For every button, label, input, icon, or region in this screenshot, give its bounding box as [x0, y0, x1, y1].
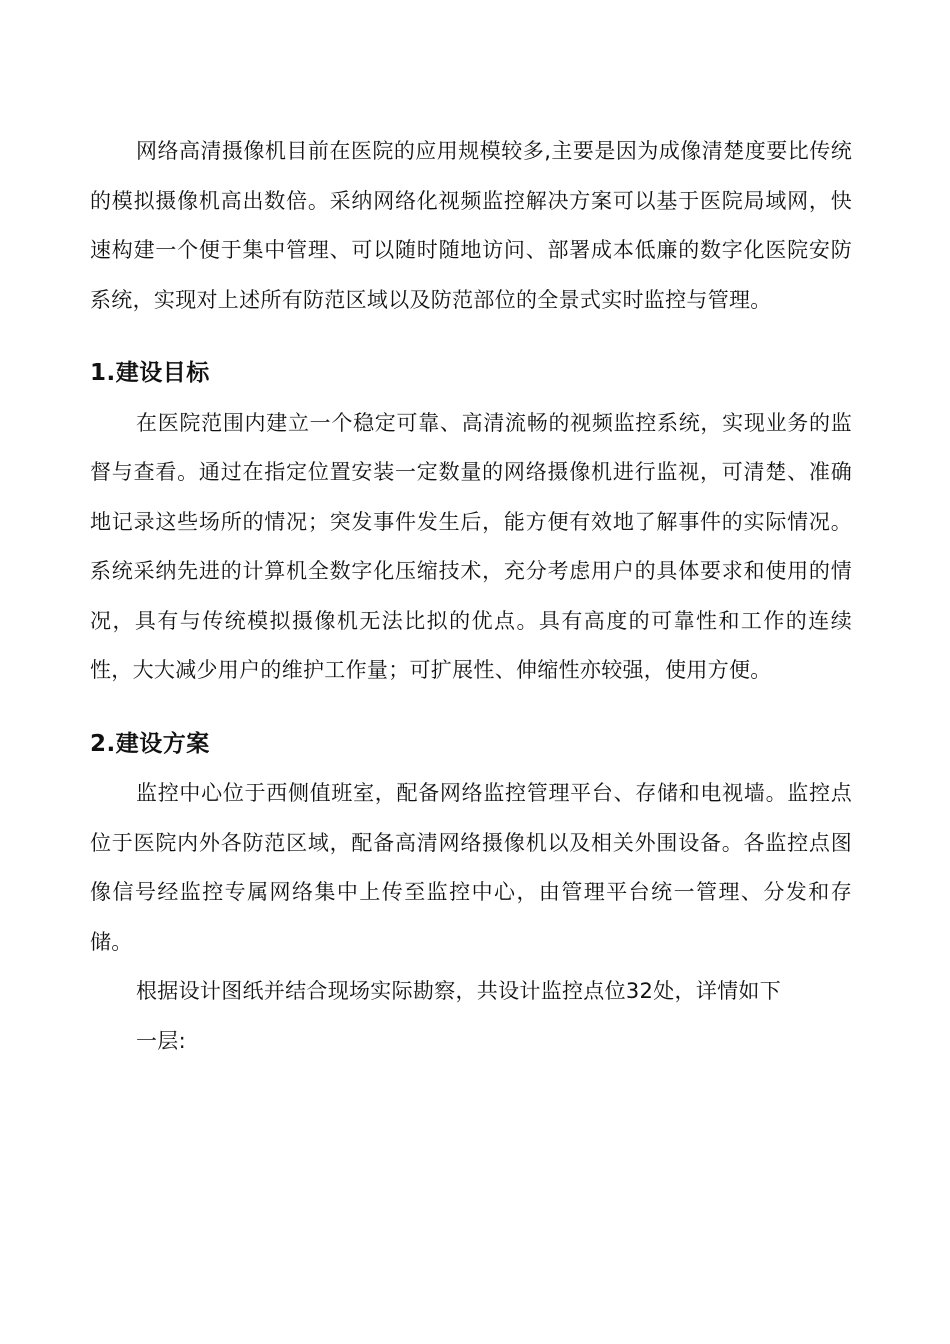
section-gap: [90, 696, 852, 720]
section-heading-plan: 2.建设方案: [90, 730, 210, 757]
section-heading-goals: 1.建设目标: [90, 360, 210, 386]
section-gap: [90, 325, 852, 349]
plan-points-paragraph: 根据设计图纸并结合现场实际勘察，共设计监控点位32处，详情如下: [136, 979, 782, 1003]
floor-one-label: 一层:: [136, 1028, 186, 1053]
goals-paragraph: 在医院范围内建立一个稳定可靠、高清流畅的视频监控系统，实现业务的监督与查看。通过在指定位置安装一定数量的网络摄像机进行监视，可清楚、准确地记录这些场所的情况；突发事件发生后，能方便有效地了解事件的实际情况。系统采纳先进的计算机全数字化压缩技术，充分考虑用户的具体要求和使用的情况，具有与传统模拟摄像机无法比拟的优点。具有高度的可靠性和工作的连续性，大大减少用户的维护工作量；可扩展性、伸缩性亦较强，使用方便。: [90, 410, 852, 682]
plan-paragraph: 监控中心位于西侧值班室，配备网络监控管理平台、存储和电视墙。监控点位于医院内外各防范区域，配备高清网络摄像机以及相关外围设备。各监控点图像信号经监控专属网络集中上传至监控中心，由管理平台统一管理、分发和存储。: [90, 781, 852, 954]
intro-paragraph: 网络高清摄像机目前在医院的应用规模较多,主要是因为成像清楚度要比传统的模拟摄像机高出数倍。采纳网络化视频监控解决方案可以基于医院局域网，快速构建一个便于集中管理、可以随时随地访问、部署成本低廉的数字化医院安防系统，实现对上述所有防范区域以及防范部位的全景式实时监控与管理。: [90, 139, 852, 312]
document-body: [90, 127, 852, 1066]
